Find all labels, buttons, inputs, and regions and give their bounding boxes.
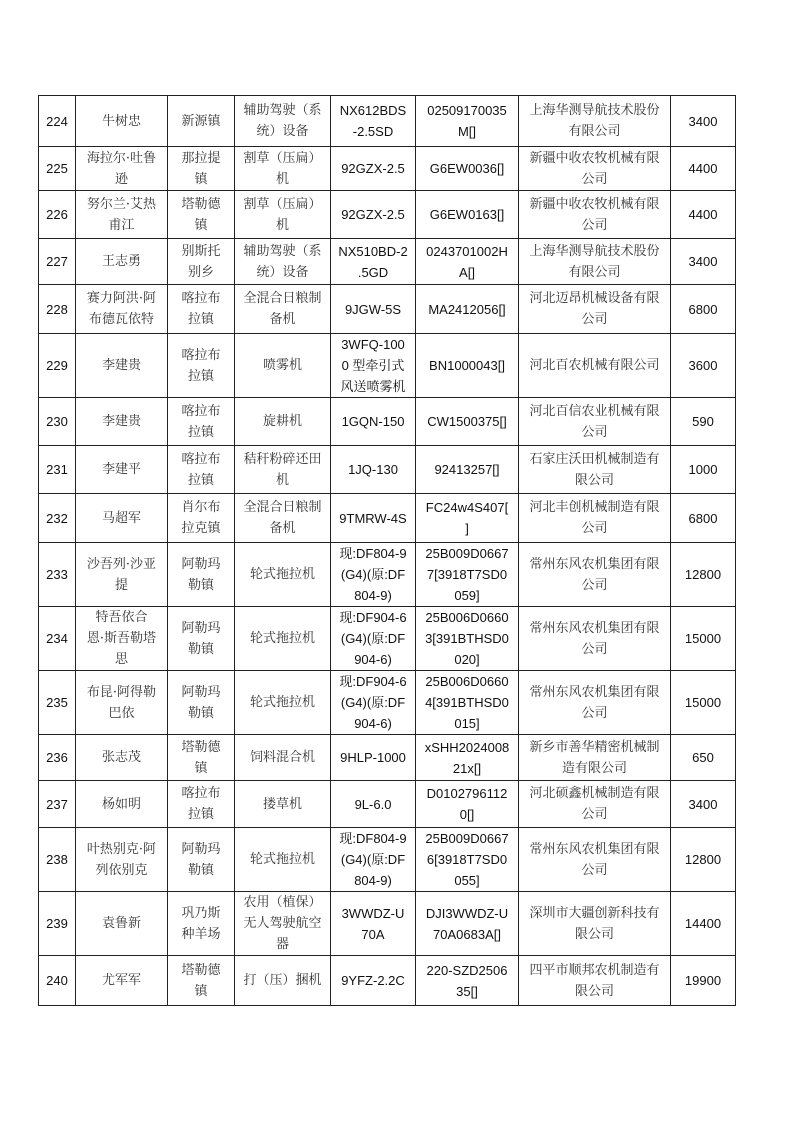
cell-amount: 1000 — [671, 446, 736, 494]
cell-model: 92GZX-2.5 — [331, 147, 416, 191]
cell-town: 阿勒玛 勒镇 — [168, 543, 235, 607]
cell-serial: 220-SZD2506 35[] — [416, 956, 519, 1006]
cell-no: 224 — [39, 96, 76, 147]
cell-name: 李建平 — [76, 446, 168, 494]
cell-machine: 轮式拖拉机 — [235, 607, 331, 671]
cell-amount: 19900 — [671, 956, 736, 1006]
cell-amount: 3400 — [671, 239, 736, 285]
cell-serial: G6EW0163[] — [416, 191, 519, 239]
cell-model: 1GQN-150 — [331, 398, 416, 446]
cell-company: 新疆中收农牧机械有限 公司 — [519, 147, 671, 191]
cell-model: 92GZX-2.5 — [331, 191, 416, 239]
cell-company: 河北迈昂机械设备有限 公司 — [519, 285, 671, 334]
cell-machine: 轮式拖拉机 — [235, 671, 331, 735]
cell-amount: 3400 — [671, 781, 736, 828]
cell-serial: 0243701002H A[] — [416, 239, 519, 285]
table-row — [39, 828, 736, 892]
cell-company: 河北硕鑫机械制造有限 公司 — [519, 781, 671, 828]
table-row — [39, 191, 736, 239]
cell-serial: 02509170035 M[] — [416, 96, 519, 147]
cell-serial: 25B006D0660 3[391BTHSD0 020] — [416, 607, 519, 671]
cell-no: 233 — [39, 543, 76, 607]
cell-company: 四平市顺邦农机制造有 限公司 — [519, 956, 671, 1006]
cell-name: 沙吾列·沙亚 提 — [76, 543, 168, 607]
cell-town: 喀拉布 拉镇 — [168, 334, 235, 398]
table-row — [39, 334, 736, 398]
cell-town: 巩乃斯 种羊场 — [168, 892, 235, 956]
cell-name: 张志茂 — [76, 735, 168, 781]
cell-machine: 饲料混合机 — [235, 735, 331, 781]
cell-name: 尤军军 — [76, 956, 168, 1006]
cell-model: 9HLP-1000 — [331, 735, 416, 781]
cell-machine: 割草（压扁） 机 — [235, 147, 331, 191]
cell-no: 236 — [39, 735, 76, 781]
cell-town: 别斯托 别乡 — [168, 239, 235, 285]
cell-town: 阿勒玛 勒镇 — [168, 671, 235, 735]
cell-machine: 喷雾机 — [235, 334, 331, 398]
cell-company: 常州东风农机集团有限 公司 — [519, 671, 671, 735]
cell-town: 阿勒玛 勒镇 — [168, 607, 235, 671]
cell-machine: 全混合日粮制 备机 — [235, 285, 331, 334]
cell-name: 袁鲁新 — [76, 892, 168, 956]
cell-serial: MA2412056[] — [416, 285, 519, 334]
cell-name: 马超军 — [76, 494, 168, 543]
cell-town: 肖尔布 拉克镇 — [168, 494, 235, 543]
cell-machine: 搂草机 — [235, 781, 331, 828]
subsidy-table — [38, 95, 736, 1006]
cell-serial: G6EW0036[] — [416, 147, 519, 191]
cell-machine: 农用（植保） 无人驾驶航空 器 — [235, 892, 331, 956]
cell-amount: 14400 — [671, 892, 736, 956]
cell-amount: 15000 — [671, 671, 736, 735]
cell-model: 3WFQ-100 0 型牵引式 风送喷雾机 — [331, 334, 416, 398]
cell-no: 227 — [39, 239, 76, 285]
table-row — [39, 239, 736, 285]
cell-model: 9JGW-5S — [331, 285, 416, 334]
cell-machine: 秸秆粉碎还田 机 — [235, 446, 331, 494]
cell-company: 深圳市大疆创新科技有 限公司 — [519, 892, 671, 956]
table-row — [39, 543, 736, 607]
cell-serial: FC24w4S407[ ] — [416, 494, 519, 543]
cell-serial: 92413257[] — [416, 446, 519, 494]
cell-no: 235 — [39, 671, 76, 735]
cell-model: 现:DF904-6 (G4)(原:DF 904-6) — [331, 607, 416, 671]
cell-model: 现:DF804-9 (G4)(原:DF 804-9) — [331, 543, 416, 607]
cell-company: 常州东风农机集团有限 公司 — [519, 543, 671, 607]
cell-town: 喀拉布 拉镇 — [168, 398, 235, 446]
cell-no: 231 — [39, 446, 76, 494]
cell-name: 努尔兰·艾热 甫江 — [76, 191, 168, 239]
cell-no: 225 — [39, 147, 76, 191]
cell-name: 李建贵 — [76, 334, 168, 398]
cell-model: 9YFZ-2.2C — [331, 956, 416, 1006]
cell-model: 9L-6.0 — [331, 781, 416, 828]
cell-model: 9TMRW-4S — [331, 494, 416, 543]
cell-town: 阿勒玛 勒镇 — [168, 828, 235, 892]
cell-town: 塔勒德 镇 — [168, 735, 235, 781]
table-row — [39, 398, 736, 446]
cell-amount: 12800 — [671, 543, 736, 607]
cell-no: 226 — [39, 191, 76, 239]
cell-name: 牛树忠 — [76, 96, 168, 147]
cell-company: 常州东风农机集团有限 公司 — [519, 607, 671, 671]
cell-serial: DJI3WWDZ-U 70A0683A[] — [416, 892, 519, 956]
cell-serial: BN1000043[] — [416, 334, 519, 398]
cell-name: 特吾依合 恩·斯吾勒塔 思 — [76, 607, 168, 671]
cell-name: 李建贵 — [76, 398, 168, 446]
cell-amount: 6800 — [671, 494, 736, 543]
table-row — [39, 781, 736, 828]
table-row — [39, 147, 736, 191]
cell-machine: 旋耕机 — [235, 398, 331, 446]
cell-model: 现:DF804-9 (G4)(原:DF 804-9) — [331, 828, 416, 892]
table-row — [39, 892, 736, 956]
cell-serial: 25B006D0660 4[391BTHSD0 015] — [416, 671, 519, 735]
table-row — [39, 607, 736, 671]
cell-amount: 15000 — [671, 607, 736, 671]
cell-machine: 轮式拖拉机 — [235, 828, 331, 892]
cell-machine: 辅助驾驶（系 统）设备 — [235, 96, 331, 147]
cell-name: 海拉尔·吐鲁 逊 — [76, 147, 168, 191]
cell-serial: 25B009D0667 6[3918T7SD0 055] — [416, 828, 519, 892]
cell-no: 240 — [39, 956, 76, 1006]
cell-company: 新疆中收农牧机械有限 公司 — [519, 191, 671, 239]
cell-serial: 25B009D0667 7[3918T7SD0 059] — [416, 543, 519, 607]
cell-model: NX612BDS -2.5SD — [331, 96, 416, 147]
cell-company: 新乡市善华精密机械制 造有限公司 — [519, 735, 671, 781]
cell-name: 王志勇 — [76, 239, 168, 285]
cell-name: 杨如明 — [76, 781, 168, 828]
cell-company: 常州东风农机集团有限 公司 — [519, 828, 671, 892]
table-row — [39, 494, 736, 543]
cell-name: 赛力阿洪·阿 布德瓦依特 — [76, 285, 168, 334]
cell-company: 上海华测导航技术股份 有限公司 — [519, 96, 671, 147]
cell-town: 那拉提 镇 — [168, 147, 235, 191]
cell-amount: 3400 — [671, 96, 736, 147]
cell-company: 河北丰创机械制造有限 公司 — [519, 494, 671, 543]
cell-model: 1JQ-130 — [331, 446, 416, 494]
cell-machine: 全混合日粮制 备机 — [235, 494, 331, 543]
cell-serial: CW1500375[] — [416, 398, 519, 446]
cell-machine: 辅助驾驶（系 统）设备 — [235, 239, 331, 285]
cell-no: 238 — [39, 828, 76, 892]
cell-company: 石家庄沃田机械制造有 限公司 — [519, 446, 671, 494]
cell-town: 喀拉布 拉镇 — [168, 285, 235, 334]
cell-town: 塔勒德 镇 — [168, 956, 235, 1006]
cell-no: 230 — [39, 398, 76, 446]
cell-amount: 4400 — [671, 191, 736, 239]
cell-model: NX510BD-2 .5GD — [331, 239, 416, 285]
cell-town: 塔勒德 镇 — [168, 191, 235, 239]
cell-town: 喀拉布 拉镇 — [168, 781, 235, 828]
cell-no: 237 — [39, 781, 76, 828]
cell-amount: 590 — [671, 398, 736, 446]
cell-town: 喀拉布 拉镇 — [168, 446, 235, 494]
cell-amount: 3600 — [671, 334, 736, 398]
cell-town: 新源镇 — [168, 96, 235, 147]
table-row — [39, 956, 736, 1006]
cell-name: 布昆·阿得勒 巴依 — [76, 671, 168, 735]
cell-machine: 割草（压扁） 机 — [235, 191, 331, 239]
cell-company: 上海华测导航技术股份 有限公司 — [519, 239, 671, 285]
cell-serial: xSHH2024008 21x[] — [416, 735, 519, 781]
cell-amount: 6800 — [671, 285, 736, 334]
cell-machine: 打（压）捆机 — [235, 956, 331, 1006]
cell-company: 河北百信农业机械有限 公司 — [519, 398, 671, 446]
cell-model: 3WWDZ-U 70A — [331, 892, 416, 956]
cell-no: 239 — [39, 892, 76, 956]
cell-model: 现:DF904-6 (G4)(原:DF 904-6) — [331, 671, 416, 735]
table-row — [39, 96, 736, 147]
cell-amount: 12800 — [671, 828, 736, 892]
cell-no: 229 — [39, 334, 76, 398]
table-row — [39, 285, 736, 334]
cell-amount: 650 — [671, 735, 736, 781]
table-row — [39, 735, 736, 781]
cell-name: 叶热别克·阿 列依别克 — [76, 828, 168, 892]
table-row — [39, 446, 736, 494]
cell-no: 234 — [39, 607, 76, 671]
table-row — [39, 671, 736, 735]
cell-no: 232 — [39, 494, 76, 543]
cell-company: 河北百农机械有限公司 — [519, 334, 671, 398]
cell-serial: D0102796112 0[] — [416, 781, 519, 828]
cell-machine: 轮式拖拉机 — [235, 543, 331, 607]
cell-amount: 4400 — [671, 147, 736, 191]
cell-no: 228 — [39, 285, 76, 334]
